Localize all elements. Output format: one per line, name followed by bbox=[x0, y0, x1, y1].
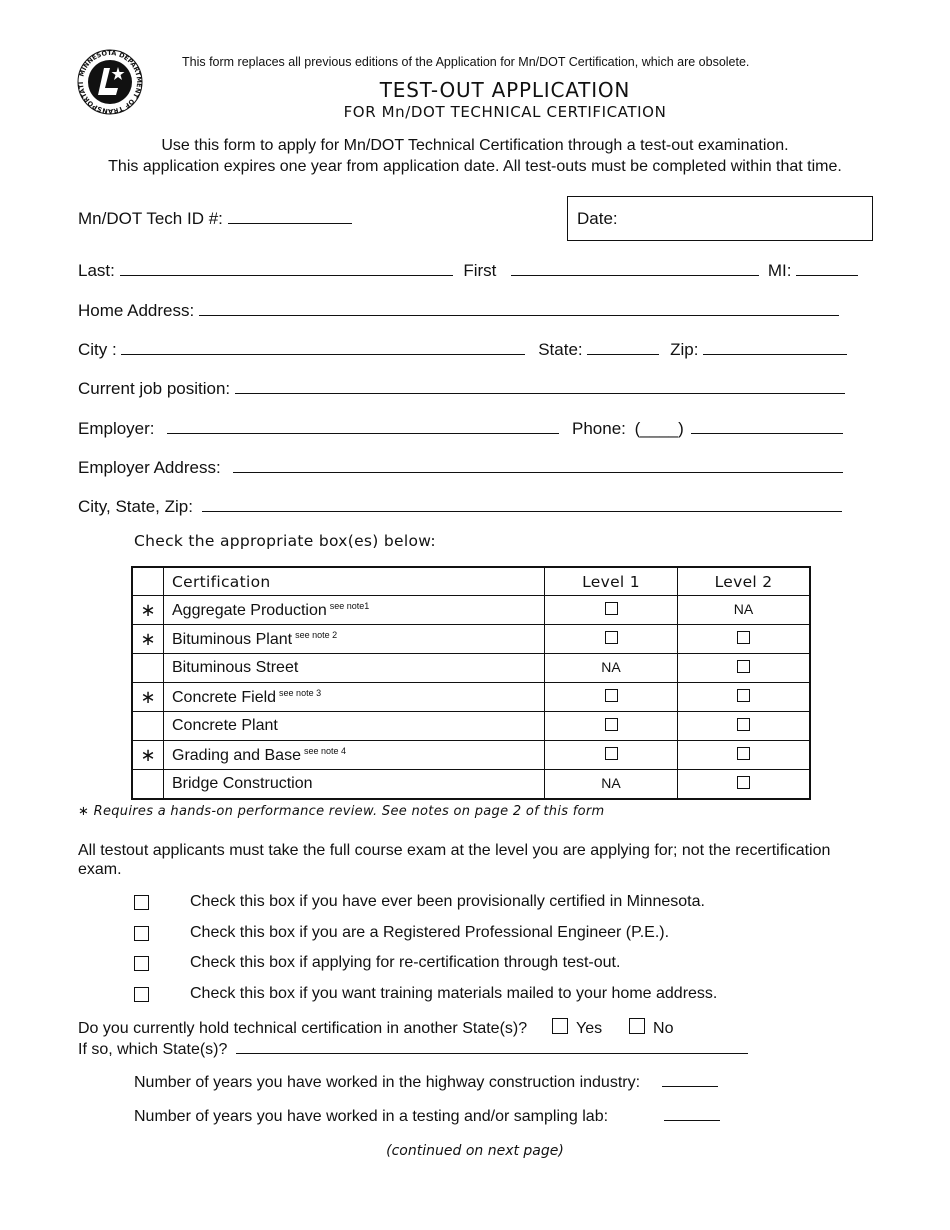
city-state-zip-label: City, State, Zip: bbox=[78, 497, 193, 516]
provisional-checkbox[interactable] bbox=[134, 895, 149, 910]
concrete-field-level2-checkbox[interactable] bbox=[737, 689, 750, 702]
employer-address-row bbox=[78, 457, 843, 478]
na-label: NA bbox=[601, 659, 621, 675]
cert-name: Bridge Construction bbox=[172, 775, 313, 792]
first-label: First bbox=[463, 261, 497, 280]
concrete-plant-level2-checkbox[interactable] bbox=[737, 718, 750, 731]
bit-plant-level1-checkbox[interactable] bbox=[605, 631, 618, 644]
asterisk-cell bbox=[132, 712, 164, 741]
date-field[interactable] bbox=[567, 196, 873, 241]
recert-checkbox[interactable] bbox=[134, 956, 149, 971]
zip-label: Zip: bbox=[670, 340, 699, 359]
home-address-row bbox=[78, 300, 839, 321]
city-field[interactable] bbox=[121, 339, 525, 355]
zip-field[interactable] bbox=[703, 339, 847, 355]
concrete-plant-level1-checkbox[interactable] bbox=[605, 718, 618, 731]
form-subtitle: FOR Mn/DOT TECHNICAL CERTIFICATION bbox=[343, 103, 667, 121]
area-code-field[interactable]: (____) bbox=[634, 419, 684, 438]
asterisk-cell bbox=[132, 770, 164, 800]
employer-label: Employer: bbox=[78, 419, 155, 438]
table-header-row bbox=[132, 567, 810, 596]
check-label: Check this box if applying for re-certification through test-out. bbox=[190, 954, 621, 971]
highway-years-row bbox=[134, 1072, 718, 1092]
table-row bbox=[132, 770, 810, 800]
lab-years-field[interactable] bbox=[664, 1106, 720, 1121]
cert-note: see note 3 bbox=[279, 687, 322, 698]
asterisk-icon: ∗ bbox=[132, 625, 164, 654]
asterisk-icon: ∗ bbox=[132, 596, 164, 625]
tech-id-row bbox=[78, 208, 352, 229]
check-label: Check this box if you want training materials mailed to your home address. bbox=[190, 985, 718, 1002]
state-field[interactable] bbox=[587, 339, 659, 355]
name-row bbox=[78, 260, 858, 281]
phone-field[interactable] bbox=[691, 418, 843, 434]
materials-checkbox[interactable] bbox=[134, 987, 149, 1002]
cert-note: see note 2 bbox=[295, 629, 338, 640]
check-label: Check this box if you have ever been provisionally certified in Minnesota. bbox=[190, 893, 705, 910]
which-state-row bbox=[78, 1039, 748, 1059]
city-state-zip-row bbox=[78, 496, 842, 517]
table-row bbox=[132, 625, 810, 654]
na-label: NA bbox=[601, 775, 621, 791]
asterisk-icon: ∗ bbox=[132, 683, 164, 712]
city-row bbox=[78, 339, 847, 360]
job-position-row bbox=[78, 378, 845, 399]
highway-years-field[interactable] bbox=[662, 1072, 718, 1087]
bit-street-level2-checkbox[interactable] bbox=[737, 660, 750, 673]
employer-field[interactable] bbox=[167, 418, 559, 434]
obsolete-notice: This form replaces all previous editions of the Application for Mn/DOT Certification, which are obsolete. bbox=[182, 55, 750, 69]
which-state-field[interactable] bbox=[236, 1039, 748, 1054]
pe-checkbox[interactable] bbox=[134, 926, 149, 941]
aggregate-level1-checkbox[interactable] bbox=[605, 602, 618, 615]
job-position-label: Current job position: bbox=[78, 379, 231, 398]
intro-line-1: Use this form to apply for Mn/DOT Technical Certification through a test-out examination. bbox=[161, 137, 789, 154]
header-level-1: Level 1 bbox=[545, 567, 678, 596]
intro-line-2: This application expires one year from application date. All test-outs must be completed within that time. bbox=[108, 158, 842, 175]
home-address-label: Home Address: bbox=[78, 301, 195, 320]
yes-label: Yes bbox=[576, 1020, 603, 1037]
cert-name: Grading and Base bbox=[172, 746, 301, 764]
mi-field[interactable] bbox=[796, 260, 858, 276]
phone-label: Phone: bbox=[572, 419, 626, 438]
cert-name: Concrete Field bbox=[172, 688, 277, 706]
header-level-2: Level 2 bbox=[678, 567, 811, 596]
bridge-level2-checkbox[interactable] bbox=[737, 776, 750, 789]
grading-level2-checkbox[interactable] bbox=[737, 747, 750, 760]
cert-name: Bituminous Street bbox=[172, 659, 299, 676]
lab-years-label: Number of years you have worked in a testing and/or sampling lab: bbox=[134, 1108, 609, 1125]
cert-name: Concrete Plant bbox=[172, 717, 278, 734]
grading-level1-checkbox[interactable] bbox=[605, 747, 618, 760]
table-row bbox=[132, 712, 810, 741]
cert-name: Aggregate Production bbox=[172, 601, 327, 619]
cert-note: see note1 bbox=[329, 600, 370, 611]
tech-id-field[interactable] bbox=[228, 208, 352, 224]
no-label: No bbox=[653, 1020, 674, 1037]
svg-text:MINNESOTA DEPARTMENT OF TRANSP: MINNESOTA DEPARTMENT OF TRANSPORTATI bbox=[76, 48, 144, 116]
concrete-field-level1-checkbox[interactable] bbox=[605, 689, 618, 702]
tech-id-label: Mn/DOT Tech ID #: bbox=[78, 209, 223, 228]
check-instruction: Check the appropriate box(es) below: bbox=[134, 532, 436, 550]
cert-note: see note 4 bbox=[303, 745, 347, 756]
home-address-field[interactable] bbox=[199, 300, 839, 316]
na-label: NA bbox=[733, 601, 754, 617]
which-state-label: If so, which State(s)? bbox=[78, 1041, 228, 1058]
certification-table bbox=[131, 566, 811, 800]
employer-address-label: Employer Address: bbox=[78, 458, 221, 477]
last-name-field[interactable] bbox=[120, 260, 453, 276]
full-course-paragraph: All testout applicants must take the full course exam at the level you are applying for; not the recertification exam. bbox=[78, 842, 831, 878]
mi-label: MI: bbox=[767, 261, 792, 280]
city-label: City : bbox=[78, 340, 117, 359]
highway-years-label: Number of years you have worked in the highway construction industry: bbox=[134, 1074, 641, 1091]
check-label: Check this box if you are a Registered Professional Engineer (P.E.). bbox=[190, 924, 670, 941]
employer-address-field[interactable] bbox=[233, 457, 843, 473]
star-header-cell bbox=[132, 567, 164, 596]
other-state-row bbox=[78, 1018, 674, 1038]
table-row bbox=[132, 654, 810, 683]
last-label: Last: bbox=[78, 261, 115, 280]
job-position-field[interactable] bbox=[235, 378, 845, 394]
employer-row bbox=[78, 418, 843, 439]
asterisk-cell bbox=[132, 654, 164, 683]
no-checkbox[interactable] bbox=[629, 1018, 645, 1034]
asterisk-icon: ∗ bbox=[132, 741, 164, 770]
first-name-field[interactable] bbox=[511, 260, 759, 276]
header-certification: Certification bbox=[164, 567, 545, 596]
table-row bbox=[132, 683, 810, 712]
date-label: Date: bbox=[577, 209, 618, 228]
city-state-zip-field[interactable] bbox=[202, 496, 842, 512]
continued-note: (continued on next page) bbox=[386, 1143, 564, 1159]
form-title: TEST-OUT APPLICATION bbox=[379, 78, 631, 102]
yes-checkbox[interactable] bbox=[552, 1018, 568, 1034]
lab-years-row bbox=[134, 1106, 720, 1126]
table-row bbox=[132, 596, 810, 625]
other-state-question: Do you currently hold technical certification in another State(s)? bbox=[78, 1020, 528, 1037]
bit-plant-level2-checkbox[interactable] bbox=[737, 631, 750, 644]
table-row bbox=[132, 741, 810, 770]
performance-review-footnote: ∗ Requires a hands-on performance review. See notes on page 2 of this form bbox=[78, 804, 605, 819]
state-label: State: bbox=[538, 340, 583, 359]
cert-name: Bituminous Plant bbox=[172, 630, 293, 648]
